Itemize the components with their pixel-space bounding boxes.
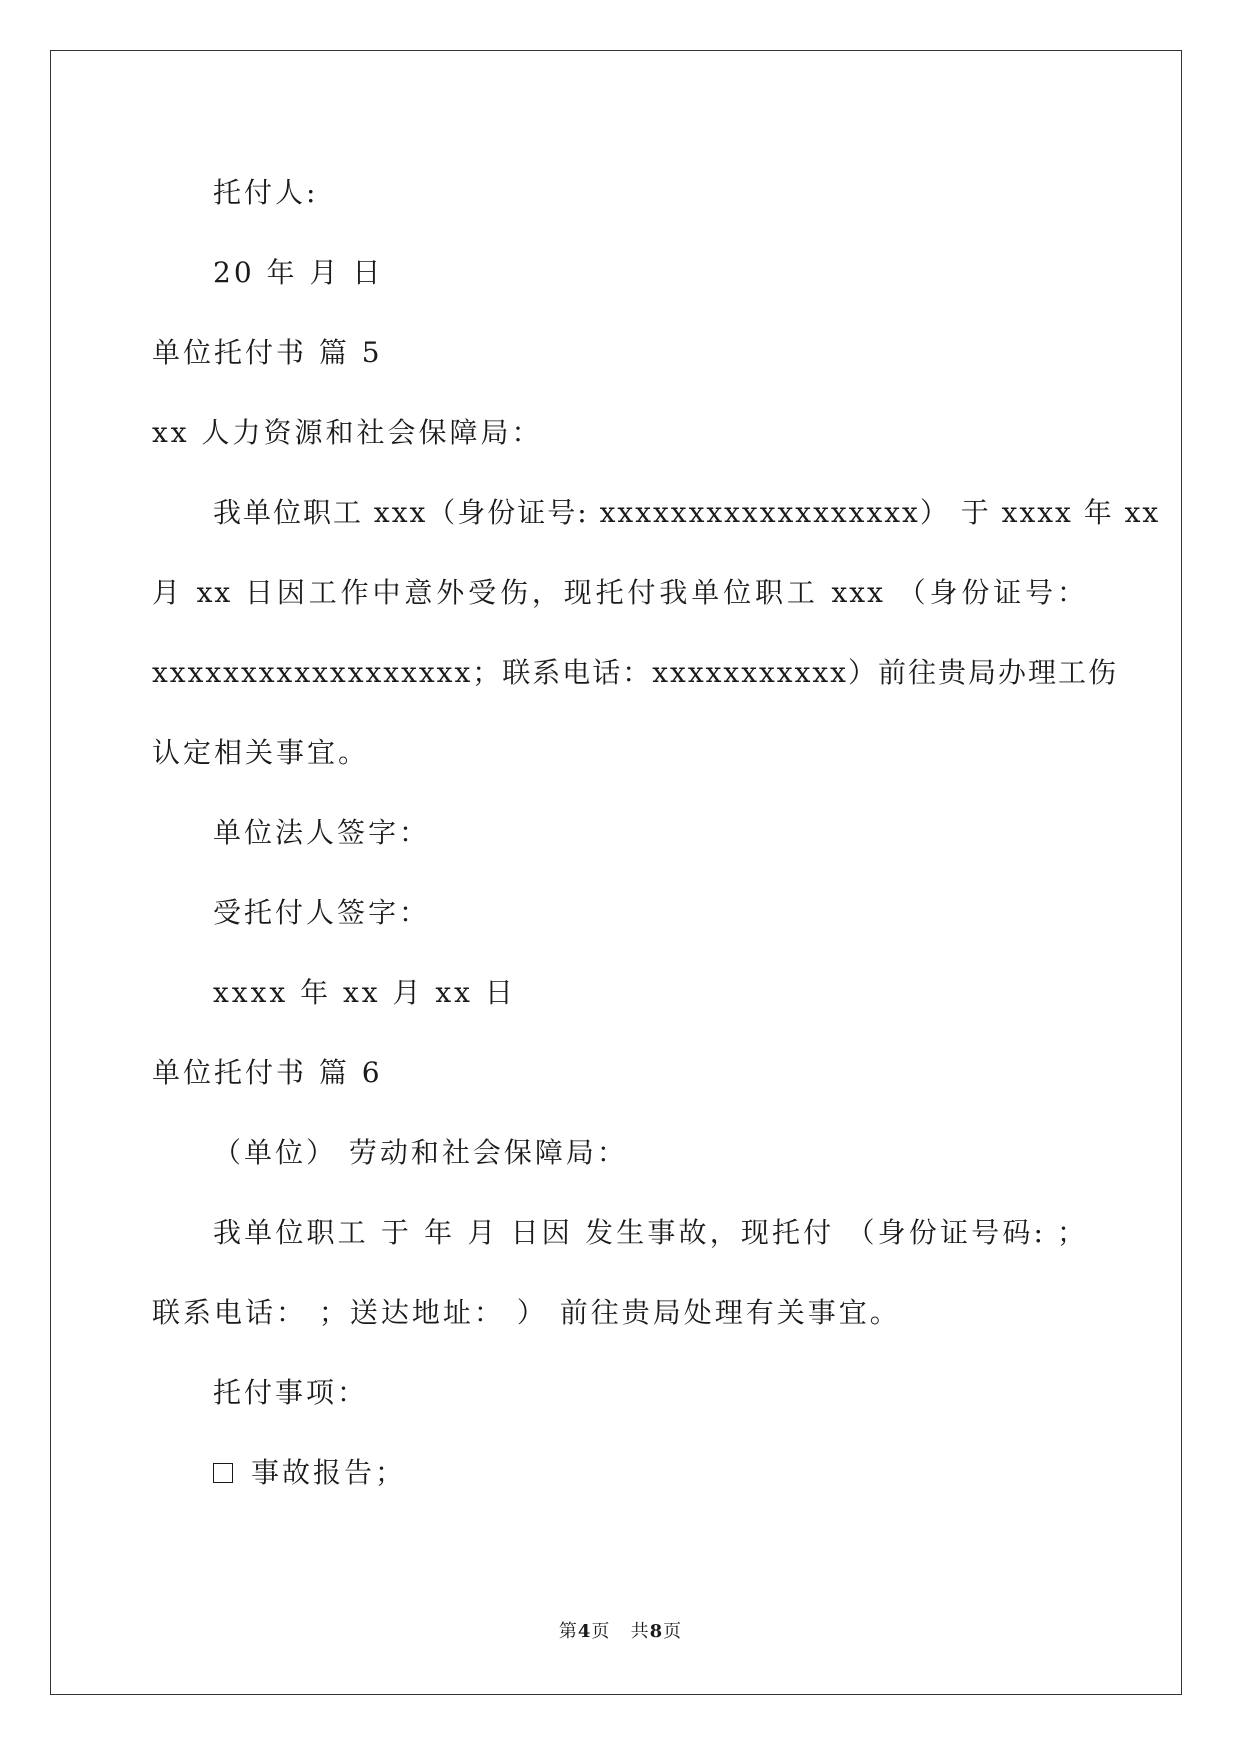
- checklist-item-accident-report: [213, 1453, 406, 1493]
- body-line-6-2: 联系电话： ；送达地址： ） 前往贵局处理有关事宜。: [152, 1296, 901, 1329]
- footer-current-page: 4: [577, 1621, 592, 1642]
- checklist-item-label: 事故报告；: [251, 1456, 407, 1489]
- section-heading-5: 单位托付书 篇 5: [152, 336, 383, 369]
- section-heading-6: 单位托付书 篇 6: [152, 1056, 383, 1089]
- addressee-line-6: （单位） 劳动和社会保障局：: [213, 1136, 628, 1169]
- body-line-6-1: 我单位职工 于 年 月 日因 发生事故，现托付 （身份证号码: ；: [213, 1216, 1087, 1249]
- page-border: [50, 50, 1182, 1695]
- body-line-3: xxxxxxxxxxxxxxxxxx；联系电话：xxxxxxxxxxx）前往贵局办理工伤: [152, 656, 1118, 689]
- addressee-line: xx 人力资源和社会保障局：: [152, 416, 543, 449]
- delegator-label: 托付人:: [213, 176, 319, 209]
- checkbox-icon: [213, 1463, 233, 1483]
- footer-prefix: 第: [558, 1621, 578, 1642]
- signature-date-line: xxxx 年 xx 月 xx 日: [213, 976, 516, 1009]
- body-line-4: 认定相关事宜。: [152, 736, 370, 769]
- body-line-1: 我单位职工 xxx（身份证号: xxxxxxxxxxxxxxxxxx） 于 xxxx 年 xx: [213, 496, 1161, 529]
- footer-suffix: 页: [663, 1621, 683, 1642]
- legal-rep-signature-label: 单位法人签字：: [213, 816, 431, 849]
- delegate-signature-label: 受托付人签字：: [213, 896, 431, 929]
- body-line-2: 月 xx 日因工作中意外受伤，现托付我单位职工 xxx （身份证号：: [152, 576, 1087, 609]
- date-line: 20 年 月 日: [213, 256, 384, 289]
- delegation-items-label: 托付事项：: [213, 1376, 369, 1409]
- footer-total-pages: 8: [649, 1621, 664, 1642]
- footer-mid: 页 共: [591, 1621, 650, 1642]
- page-footer: [0, 1617, 1241, 1643]
